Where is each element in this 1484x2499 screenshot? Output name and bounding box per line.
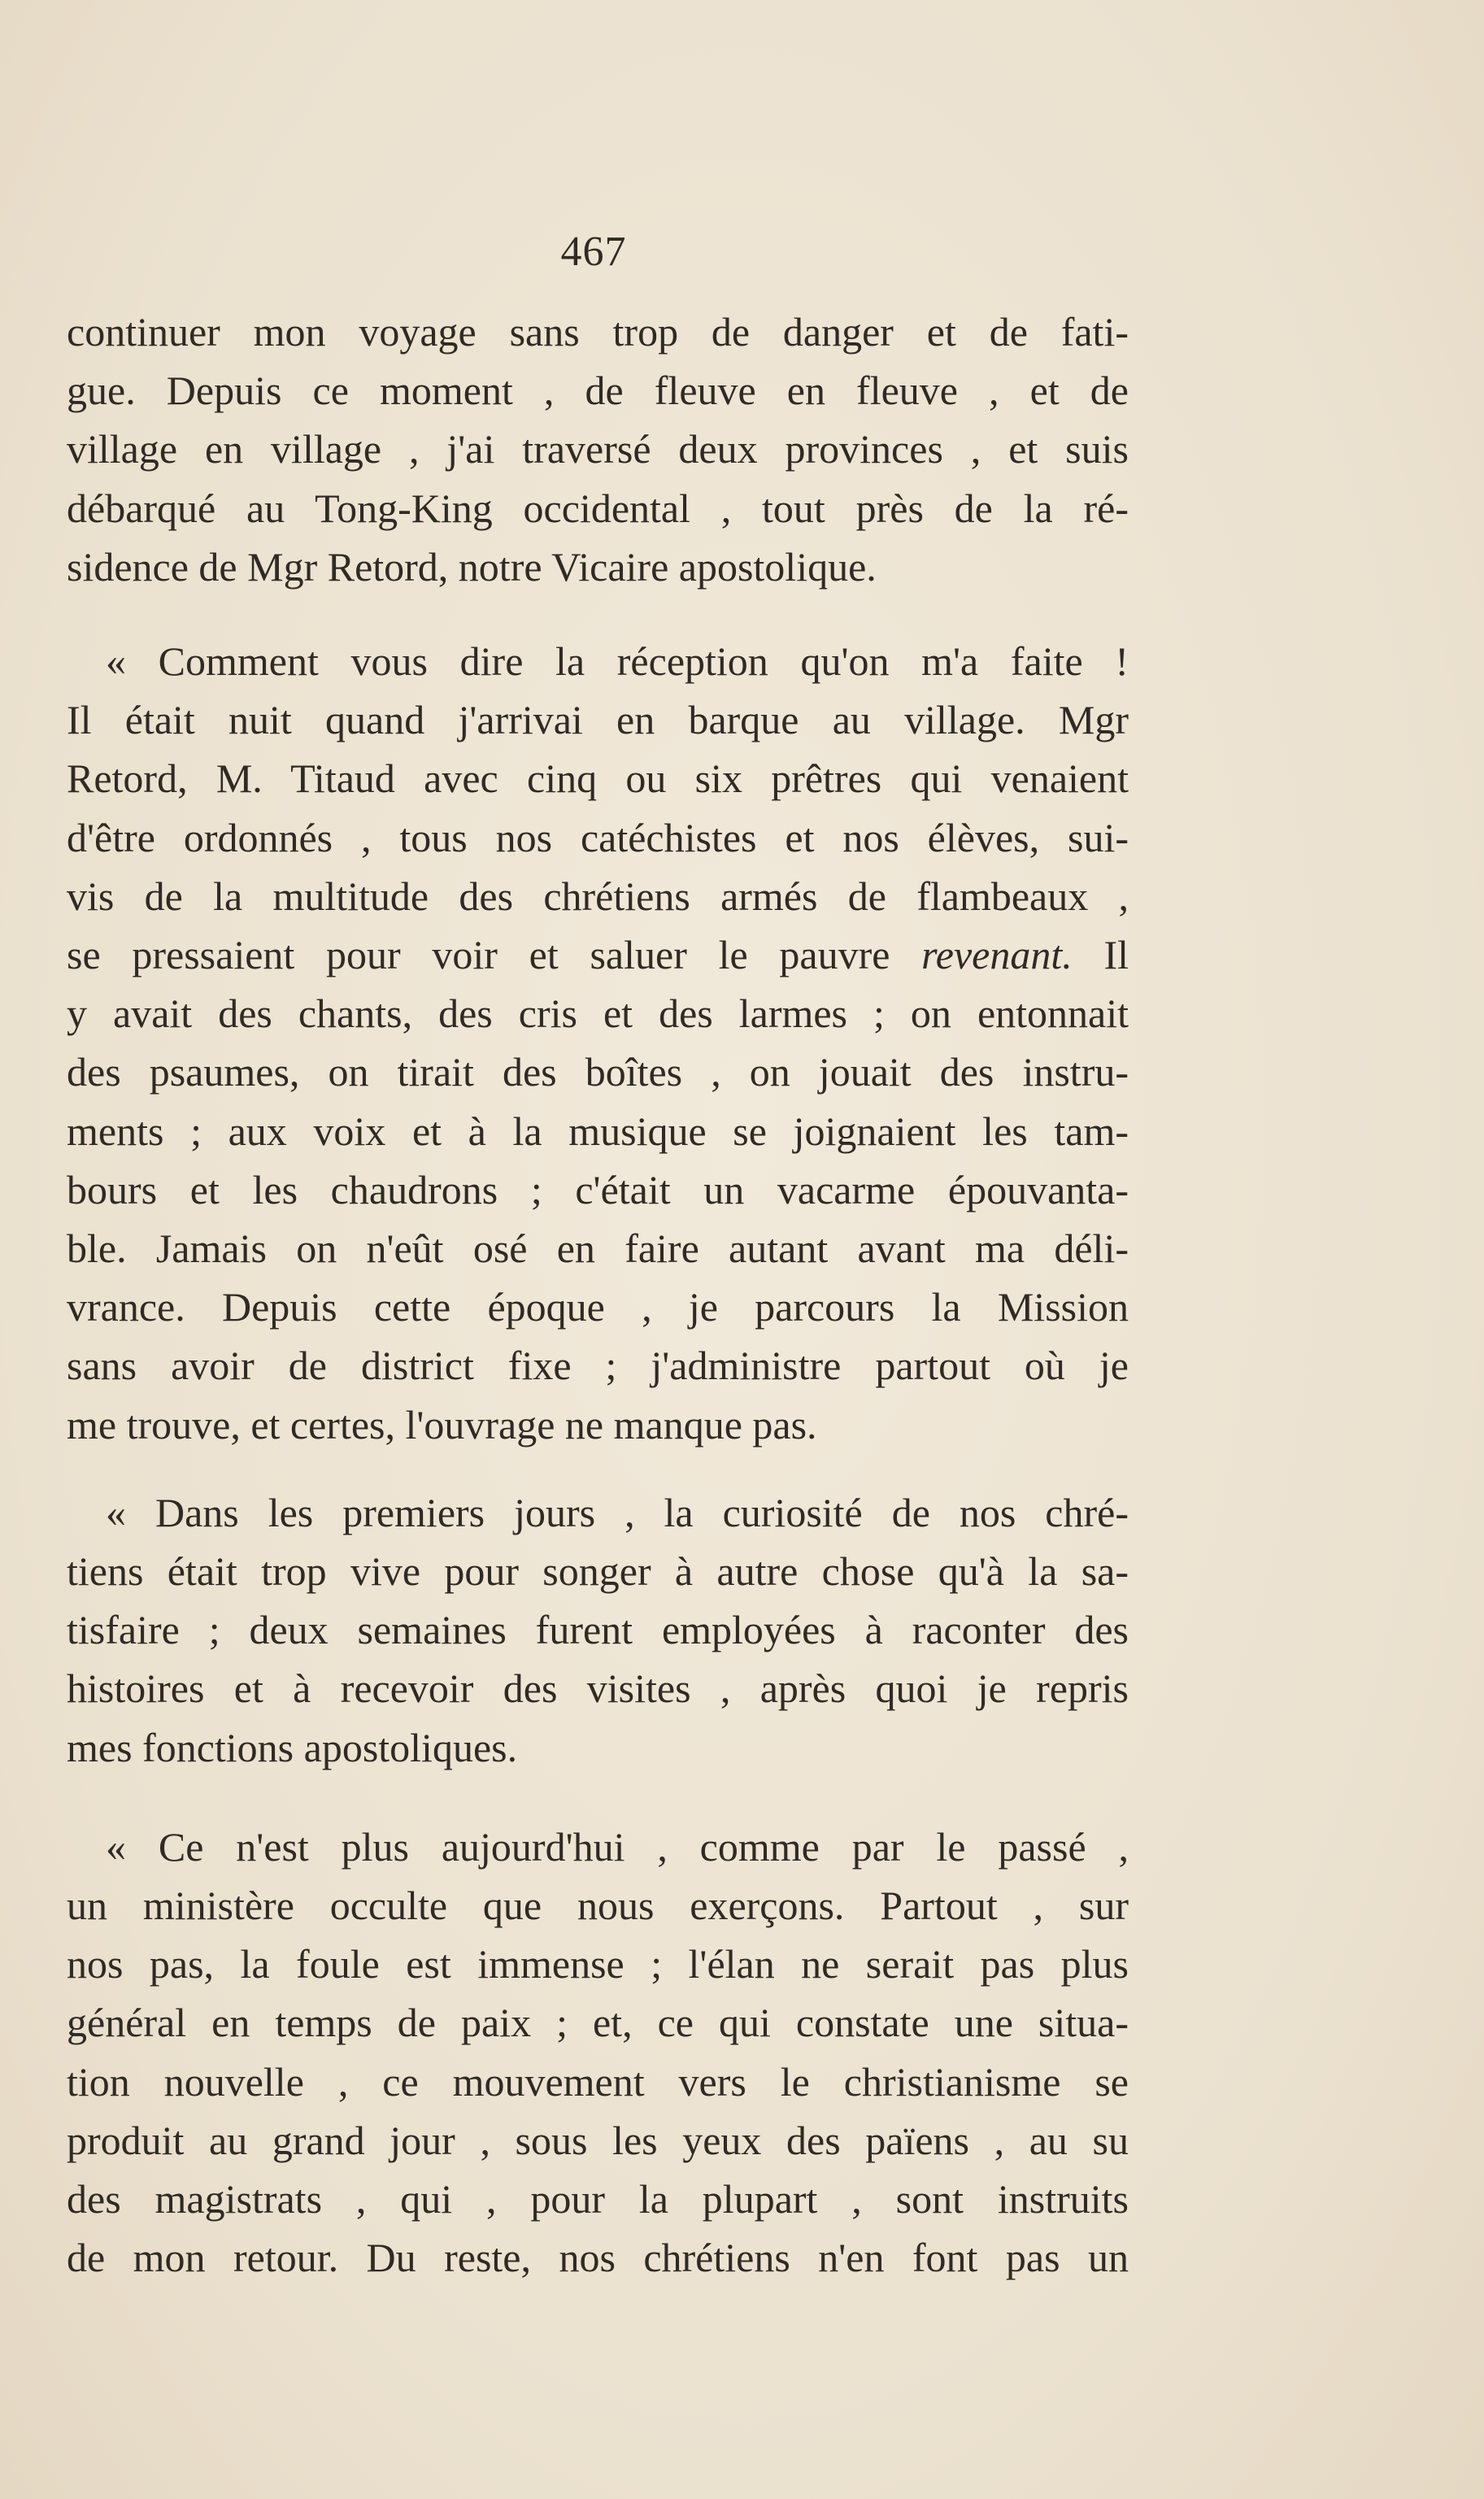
text-line: tiens était trop vive pour songer à autre chose qu'à la sa- [67, 1548, 1129, 1595]
text-line: tisfaire ; deux semaines furent employées à raconter des [67, 1607, 1129, 1653]
text-line: un ministère occulte que nous exerçons. Partout , sur [67, 1883, 1129, 1929]
paragraph-gap [67, 1454, 1129, 1483]
text-line: y avait des chants, des cris et des larmes ; on entonnait [67, 990, 1129, 1037]
text-line: me trouve, et certes, l'ouvrage ne manque pas. [67, 1401, 817, 1448]
line-text: se pressaient pour voir et saluer le pauvre [67, 932, 890, 978]
text-line: ble. Jamais on n'eût osé en faire autant avant ma déli- [67, 1226, 1129, 1272]
text-line: d'être ordonnés , tous nos catéchistes et nos élèves, sui- [67, 814, 1129, 860]
text-line: de mon retour. Du reste, nos chrétiens n'en font pas un [67, 2235, 1129, 2281]
text-line: vrance. Depuis cette époque , je parcours la Mission [67, 1284, 1129, 1330]
text-line: continuer mon voyage sans trop de danger et de fati- [67, 309, 1129, 355]
text-line: histoires et à recevoir des visites , après quoi je repris [67, 1665, 1129, 1712]
line-continuation: Il [1072, 932, 1129, 978]
text-line: « Dans les premiers jours , la curiosité de nos chré- [106, 1489, 1129, 1535]
italic-word: revenant. [921, 932, 1073, 978]
page-body [67, 303, 1129, 2288]
paragraph-gap [67, 1777, 1129, 1818]
page-number: 467 [560, 229, 627, 275]
paragraph-gap [67, 596, 1129, 632]
text-line: tion nouvelle , ce mouvement vers le christianisme se [67, 2058, 1129, 2105]
text-line: nos pas, la foule est immense ; l'élan ne serait pas plus [67, 1941, 1129, 1987]
text-line: Il était nuit quand j'arrivai en barque au village. Mgr [67, 697, 1129, 743]
text-line: général en temps de paix ; et, ce qui constate une situa- [67, 2000, 1129, 2046]
text-line: « Ce n'est plus aujourd'hui , comme par le passé , [106, 1823, 1129, 1870]
text-line: des magistrats , qui , pour la plupart , sont instruits [67, 2176, 1129, 2223]
text-line-with-italic [67, 925, 1129, 984]
text-line: Retord, M. Titaud avec cinq ou six prêtres qui venaient [67, 755, 1129, 802]
text-line: village en village , j'ai traversé deux provinces , et suis [67, 426, 1129, 472]
text-line: gue. Depuis ce moment , de fleuve en fleuve , et de [67, 368, 1129, 414]
text-line: sidence de Mgr Retord, notre Vicaire apostolique. [67, 543, 877, 590]
text-line: ments ; aux voix et à la musique se joignaient les tam- [67, 1108, 1129, 1154]
text-line: « Comment vous dire la réception qu'on m'a faite ! [106, 638, 1129, 685]
text-line: bours et les chaudrons ; c'était un vacarme épouvanta- [67, 1166, 1129, 1212]
text-line: débarqué au Tong-King occidental , tout près de la ré- [67, 485, 1129, 531]
text-line: mes fonctions apostoliques. [67, 1724, 518, 1770]
text-line: vis de la multitude des chrétiens armés de flambeaux , [67, 873, 1129, 919]
text-line: sans avoir de district fixe ; j'administre partout où je [67, 1343, 1129, 1389]
text-line: des psaumes, on tirait des boîtes , on jouait des instru- [67, 1049, 1129, 1095]
text-line: produit au grand jour , sous les yeux des païens , au su [67, 2117, 1129, 2163]
